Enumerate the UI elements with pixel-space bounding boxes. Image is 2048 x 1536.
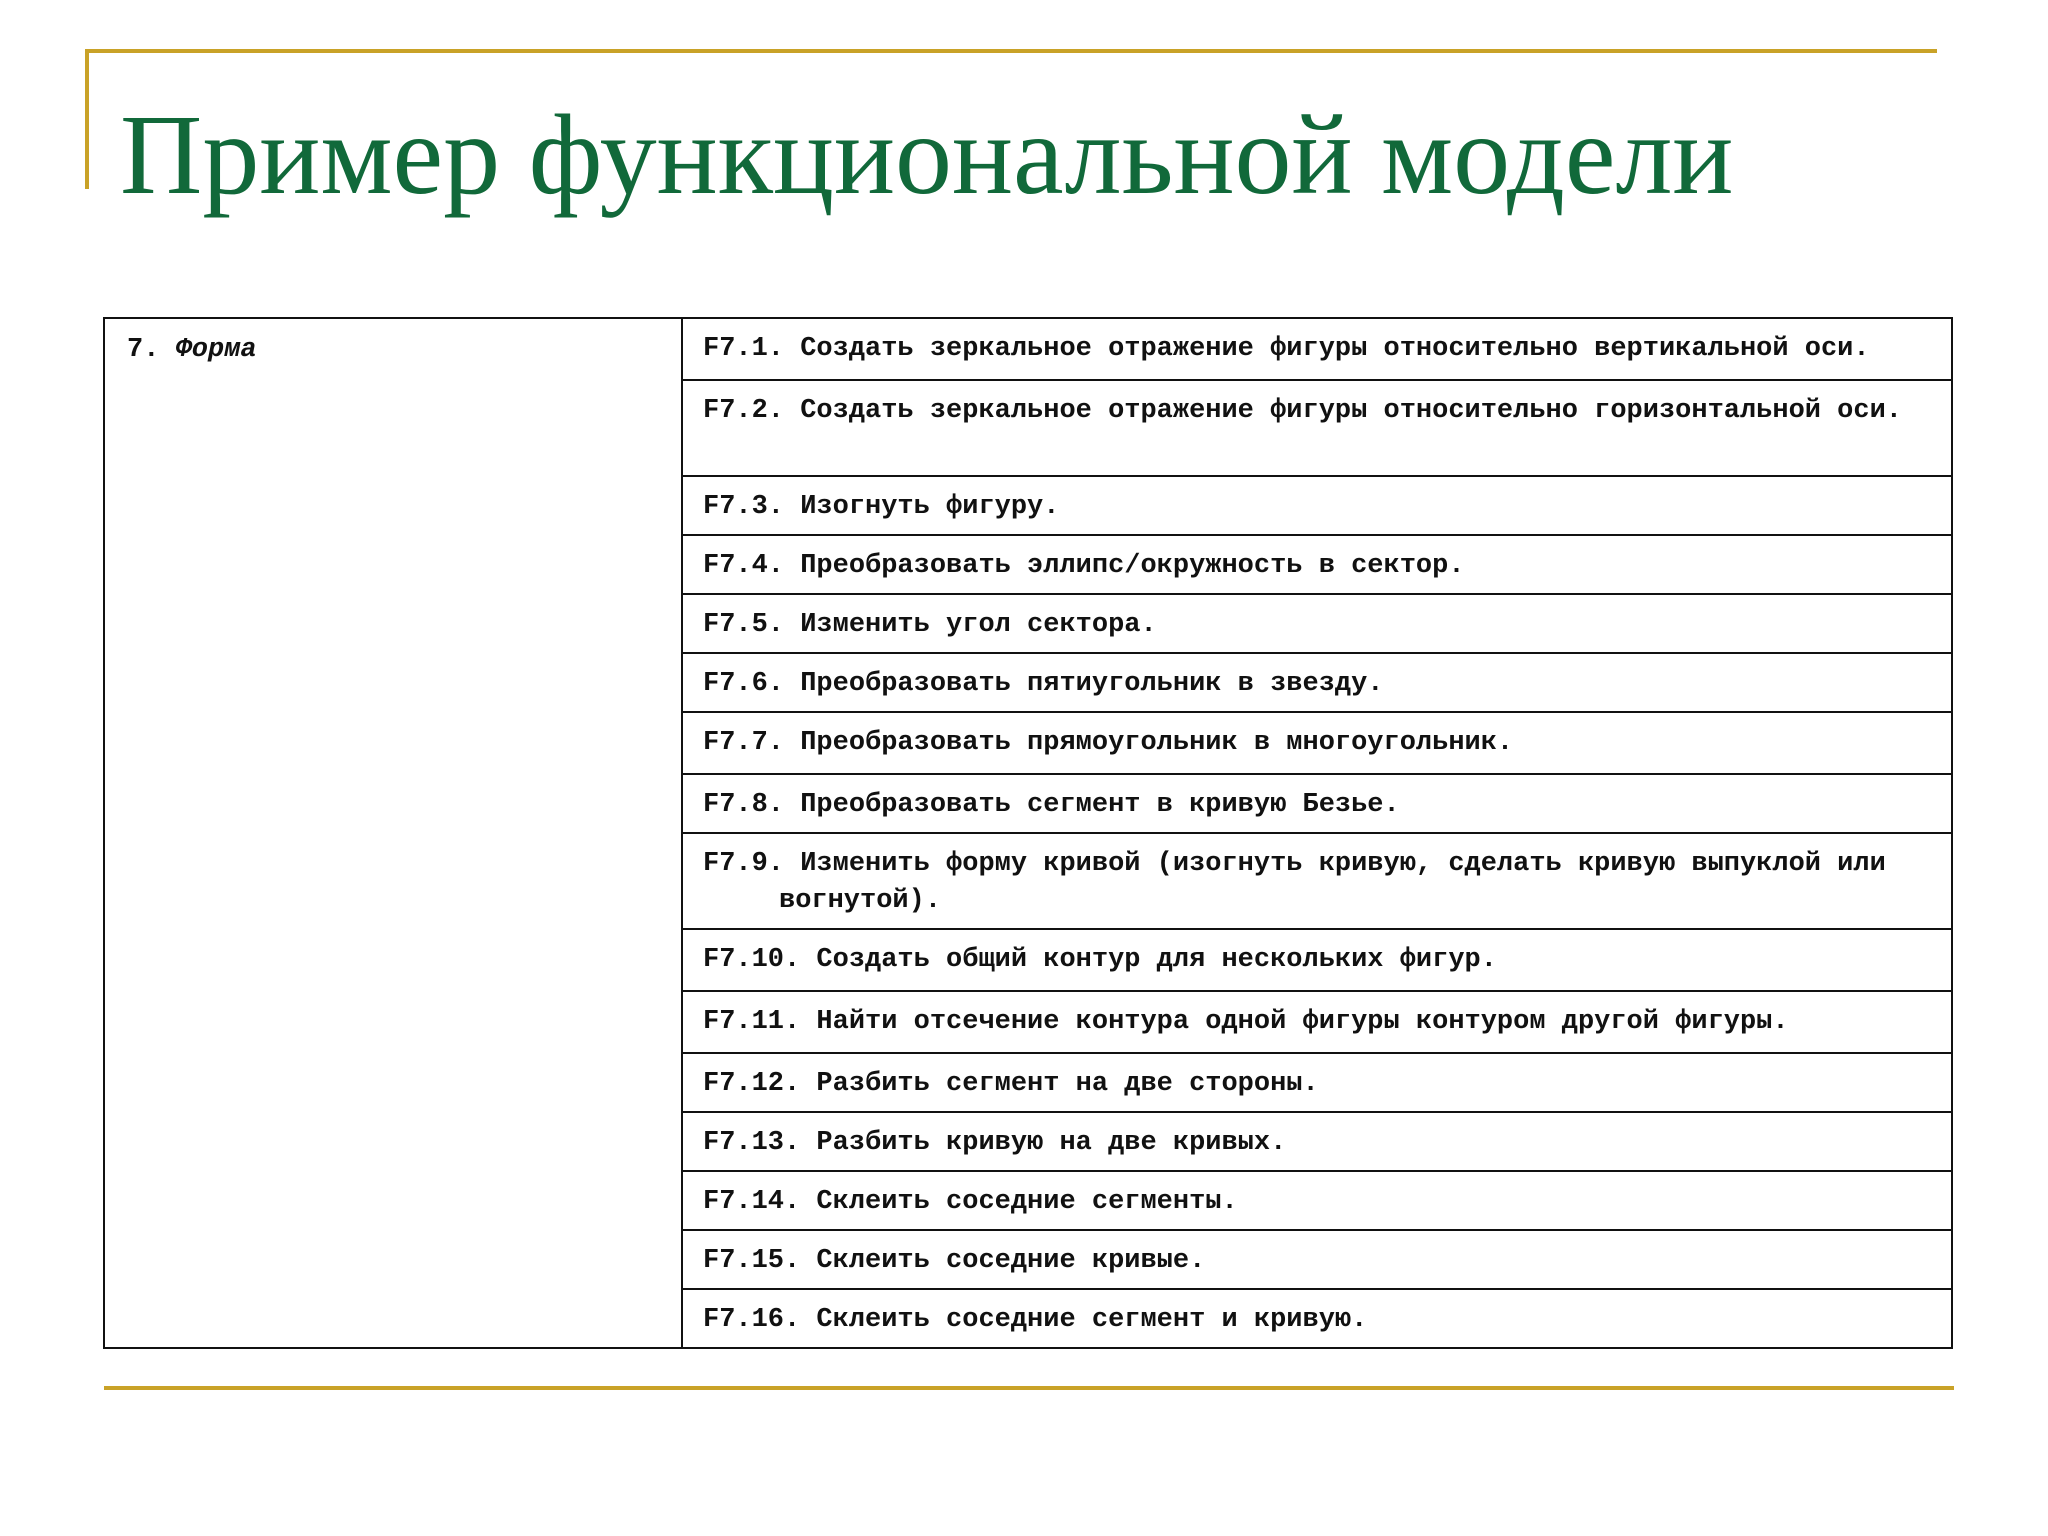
function-item-cell <box>682 929 1952 991</box>
function-item-text: F7.6. Преобразовать пятиугольник в звезду. <box>703 669 1384 699</box>
function-item-cell <box>682 712 1952 774</box>
function-item-text: F7.5. Изменить угол сектора. <box>703 610 1157 640</box>
function-item-cell <box>682 991 1952 1053</box>
category-cell <box>104 318 682 1348</box>
slide-title: Пример функциональной модели <box>120 91 1734 218</box>
function-item-text: F7.9. Изменить форму кривой (изогнуть кривую, сделать кривую выпуклой или вогнутой). <box>703 849 1886 916</box>
function-item-cell <box>682 1289 1952 1348</box>
function-item-text: F7.3. Изогнуть фигуру. <box>703 492 1060 522</box>
function-item-text: F7.14. Склеить соседние сегменты. <box>703 1187 1238 1217</box>
function-item-text: F7.10. Создать общий контур для нескольких фигур. <box>703 945 1497 975</box>
function-item-cell <box>682 1171 1952 1230</box>
function-item-cell <box>682 1112 1952 1171</box>
function-item-text: F7.13. Разбить кривую на две кривых. <box>703 1128 1287 1158</box>
function-item-cell <box>682 774 1952 833</box>
top-accent-line <box>85 49 1937 53</box>
function-item-text: F7.7. Преобразовать прямоугольник в многоугольник. <box>703 728 1514 758</box>
function-item-text: F7.12. Разбить сегмент на две стороны. <box>703 1069 1319 1099</box>
function-item-text: F7.2. Создать зеркальное отражение фигуры относительно горизонтальной оси. <box>703 396 1902 426</box>
function-item-cell <box>682 535 1952 594</box>
bottom-accent-line <box>104 1386 1954 1390</box>
function-table <box>103 317 1953 1349</box>
function-item-text: F7.1. Создать зеркальное отражение фигуры относительно вертикальной оси. <box>703 334 1870 364</box>
function-item-cell <box>682 594 1952 653</box>
function-item-text: F7.4. Преобразовать эллипс/окружность в сектор. <box>703 551 1465 581</box>
left-accent-line <box>85 49 89 189</box>
function-item-text: F7.8. Преобразовать сегмент в кривую Безье. <box>703 790 1400 820</box>
function-item-cell <box>682 476 1952 535</box>
function-item-cell <box>682 380 1952 476</box>
function-item-cell <box>682 833 1952 929</box>
function-item-text: F7.15. Склеить соседние кривые. <box>703 1246 1206 1276</box>
function-item-cell <box>682 318 1952 380</box>
function-item-cell <box>682 1053 1952 1112</box>
function-item-text: F7.11. Найти отсечение контура одной фигуры контуром другой фигуры. <box>703 1007 1789 1037</box>
table-row <box>104 318 1952 380</box>
function-item-text: F7.16. Склеить соседние сегмент и кривую. <box>703 1305 1368 1335</box>
function-item-cell <box>682 1230 1952 1289</box>
category-number: 7. <box>127 335 160 365</box>
function-item-cell <box>682 653 1952 712</box>
category-name: Форма <box>175 335 257 365</box>
